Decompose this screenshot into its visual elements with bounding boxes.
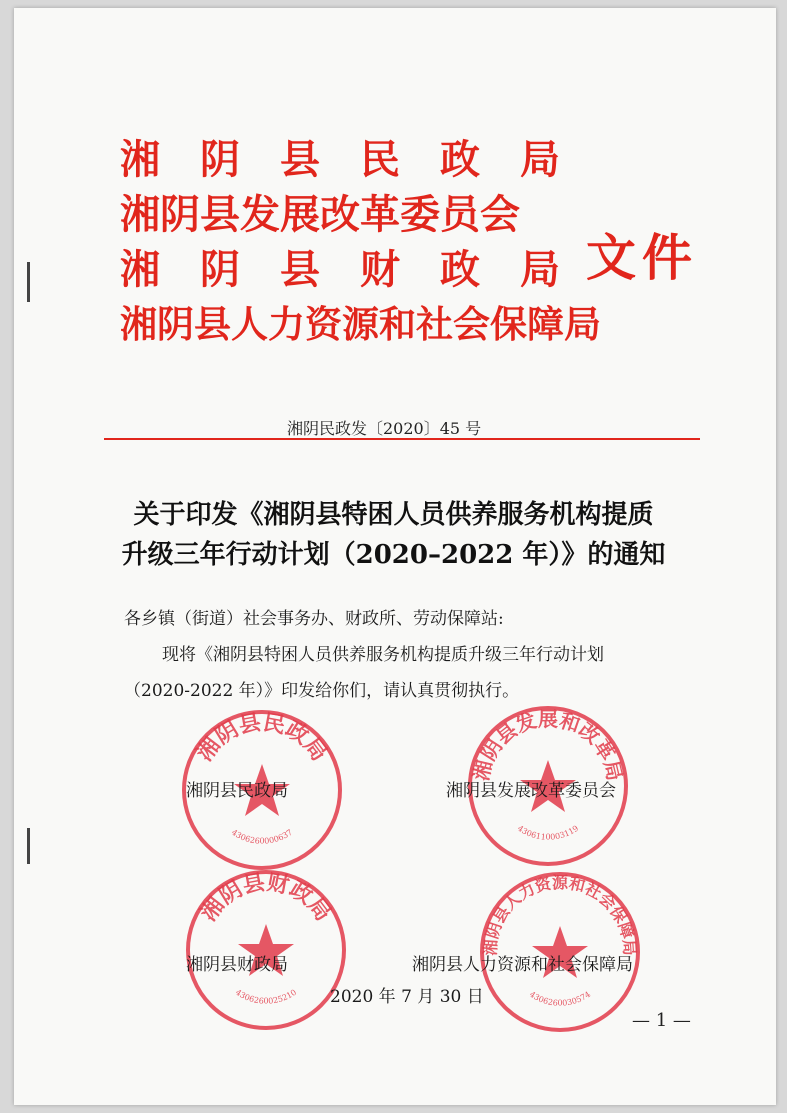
red-divider [104, 438, 700, 440]
stamp-text: 湘阴县财政局 [195, 869, 337, 926]
page-number: — 1 — [632, 1010, 691, 1031]
signature-finance: 湘阴县财政局 [186, 955, 288, 975]
stamp-text: 湘阴县人力资源和社会保障局 [480, 873, 640, 957]
stamp-code: 4306260025210 [233, 987, 299, 1006]
title-line-1: 关于印发《湘阴县特困人员供养服务机构提质 [133, 500, 654, 530]
addressee: 各乡镇（街道）社会事务办、财政所、劳动保障站: [124, 609, 504, 629]
stamp-text: 湘阴县发展和改革局 [468, 707, 628, 783]
stamp-code: 4306260030574 [527, 989, 593, 1008]
paragraph-line-2: （2020-2022 年）》印发给你们，请认真贯彻执行。 [124, 681, 520, 701]
title-line-2: 升级三年行动计划（2020–2022 年）》的通知 [121, 540, 666, 570]
svg-text:4306260030574 [528, 990, 592, 1008]
binding-mark [27, 828, 30, 864]
svg-text:4306260025210 [234, 988, 298, 1006]
binding-mark [27, 262, 30, 302]
issuer-1: 湘 阴 县 民 政 局 [120, 136, 560, 183]
signature-human-resources: 湘阴县人力资源和社会保障局 [412, 955, 633, 975]
signature-civil-affairs: 湘阴县民政局 [186, 781, 288, 801]
issuer-4: 湘阴县人力资源和社会保障局 [120, 302, 601, 346]
issuer-3: 湘 阴 县 财 政 局 [120, 246, 560, 293]
issue-date: 2020 年 7 月 30 日 [330, 987, 484, 1007]
paragraph-line-1: 现将《湘阴县特困人员供养服务机构提质升级三年行动计划 [162, 645, 604, 665]
signature-development-reform: 湘阴县发展改革委员会 [446, 781, 616, 801]
svg-text:4306260000637 [230, 828, 294, 846]
svg-text:湘阴县民政局 [192, 709, 333, 766]
doc-number: 湘阴民政发〔2020〕45 号 [287, 419, 482, 438]
stamp-text: 湘阴县民政局 [191, 709, 333, 766]
stamp-code: 4306110003119 [515, 823, 581, 842]
stamp-code: 4306260000637 [229, 827, 295, 846]
issuer-2: 湘阴县发展改革委员会 [120, 191, 520, 238]
svg-text:4306110003119 [516, 824, 580, 842]
svg-text:湘阴县财政局 [196, 869, 337, 926]
doc-type: 文件 [586, 228, 698, 287]
